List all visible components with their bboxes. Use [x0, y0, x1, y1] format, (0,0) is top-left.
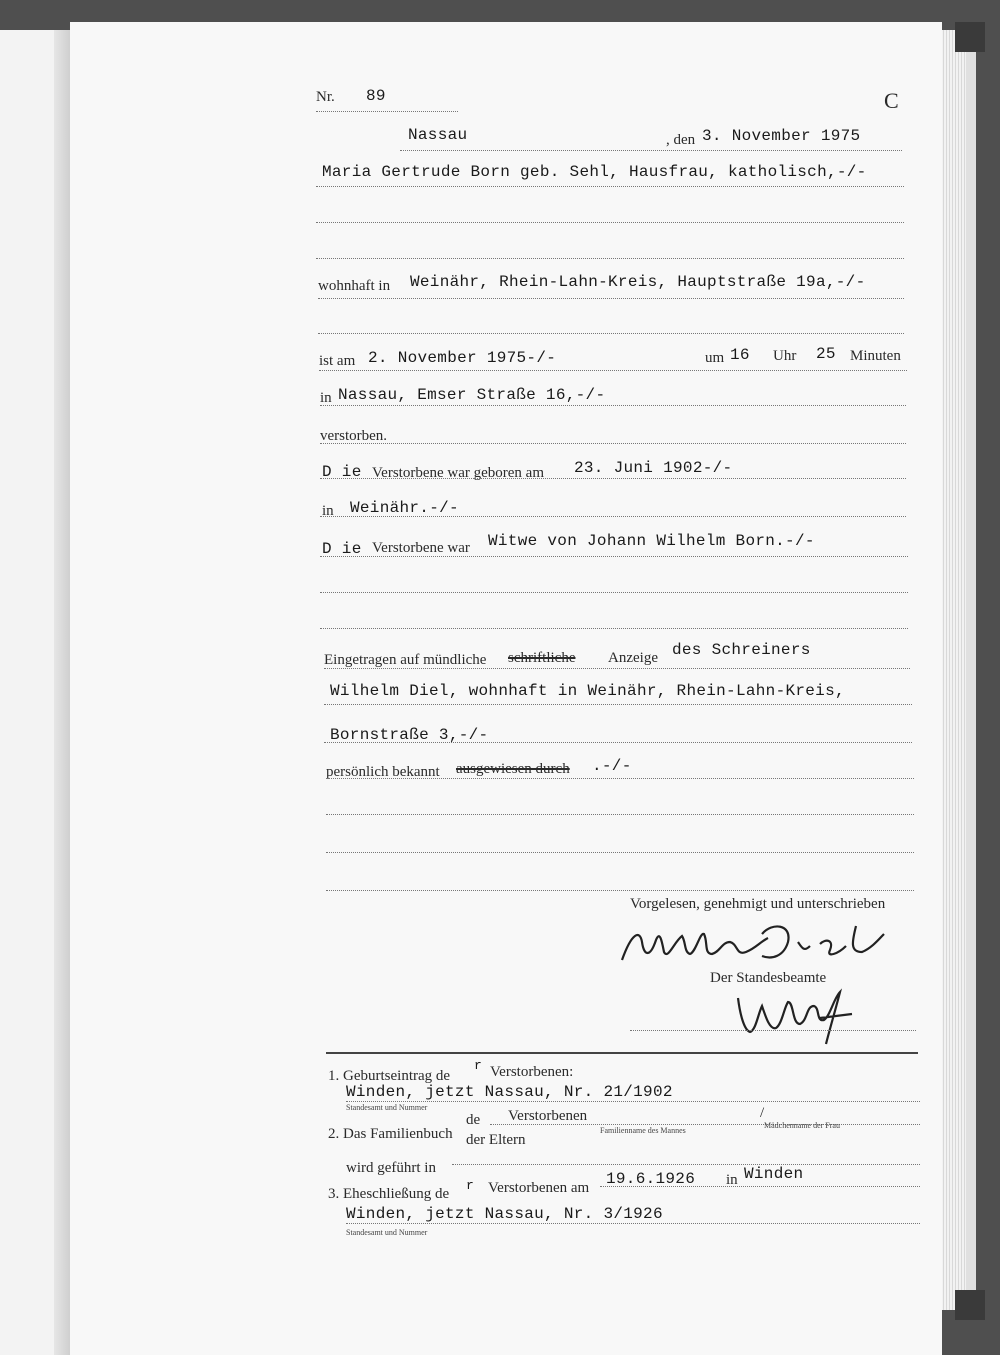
den-label: , den — [666, 132, 696, 148]
informant-line-2: Wilhelm Diel, wohnhaft in Weinähr, Rhein-Lahn-Kreis, — [330, 682, 845, 700]
residence-label: wohnhaft in — [318, 278, 391, 294]
register-letter: C — [884, 88, 899, 113]
date-value: 3. November 1975 — [702, 127, 861, 145]
verstorben-label: verstorben. — [320, 428, 388, 444]
person-line-2 — [316, 222, 904, 223]
note2-eltern: der Eltern — [466, 1132, 526, 1148]
left-page-edge — [54, 30, 70, 1355]
standesamt-caption: Standesamt und Nummer — [346, 1103, 428, 1112]
note3-date: 19.6.1926 — [606, 1170, 696, 1188]
registrar-label: Der Standesbeamte — [710, 970, 827, 986]
birth-die-typed: D ie — [322, 463, 362, 481]
note1-superscript: r — [474, 1058, 483, 1073]
note3-mid: Verstorbenen am — [488, 1180, 590, 1196]
blank-line-1 — [326, 814, 914, 815]
page-stack-edges-outer — [966, 40, 976, 1300]
gefuehrt-label: wird geführt in — [346, 1160, 436, 1176]
informant-line-1: des Schreiners — [672, 641, 811, 659]
registrar-signature — [730, 984, 860, 1048]
note2-line — [490, 1124, 920, 1125]
gefuehrt-line — [452, 1164, 920, 1165]
place-value: Nassau — [408, 126, 468, 144]
note2-de: de — [466, 1112, 481, 1128]
note3-superscript: r — [466, 1178, 475, 1193]
residence-value: Weinähr, Rhein-Lahn-Kreis, Hauptstraße 19a,-/- — [410, 273, 866, 291]
registration-label-start: Eingetragen auf mündliche — [324, 652, 487, 668]
page-stack-edges — [938, 30, 966, 1310]
minuten-label: Minuten — [850, 348, 901, 364]
standesamt-caption-2: Standesamt und Nummer — [346, 1228, 428, 1237]
birth-in-label: in — [322, 503, 334, 519]
death-place-line — [320, 405, 906, 406]
informant-line-3: Bornstraße 3,-/- — [330, 726, 489, 744]
known-line — [326, 778, 914, 779]
blank-line-3 — [326, 890, 914, 891]
note3-value: Winden, jetzt Nassau, Nr. 3/1926 — [346, 1205, 663, 1223]
note2-verstorbenen: Verstorbenen — [508, 1108, 588, 1124]
um-label: um — [705, 350, 725, 366]
binder-corner-bottom — [955, 1290, 985, 1320]
familienname-caption: Familienname des Mannes — [600, 1126, 686, 1135]
residence-line — [318, 298, 904, 299]
note1-value: Winden, jetzt Nassau, Nr. 21/1902 — [346, 1083, 673, 1101]
verstorben-line — [320, 443, 906, 444]
known-struck: ausgewiesen durch — [456, 761, 570, 777]
status-line-2 — [320, 592, 908, 593]
person-line-3 — [316, 258, 904, 259]
birth-date-line — [320, 478, 906, 479]
registration-label-end: Anzeige — [608, 650, 658, 666]
birth-place-value: Weinähr.-/- — [350, 499, 459, 517]
known-label: persönlich bekannt — [326, 764, 440, 780]
note3-date-line — [600, 1186, 920, 1187]
binder-corner-top — [955, 22, 985, 52]
registration-line-3 — [324, 742, 912, 743]
note1-line — [346, 1101, 920, 1102]
ist-am-label: ist am — [319, 353, 356, 369]
note3-place: Winden — [744, 1165, 804, 1183]
note2-label: 2. Das Familienbuch — [328, 1126, 453, 1142]
birth-label: Verstorbene war geboren am — [372, 465, 545, 481]
death-place-value: Nassau, Emser Straße 16,-/- — [338, 386, 606, 404]
known-tail: .-/- — [592, 757, 632, 775]
notes-separator — [326, 1052, 918, 1054]
note3-in: in — [726, 1172, 738, 1188]
uhr-label: Uhr — [773, 348, 797, 364]
blank-line-2 — [326, 852, 914, 853]
note2-slash: / — [760, 1105, 765, 1121]
note3-label: 3. Eheschließung de — [328, 1186, 450, 1202]
death-date-value: 2. November 1975-/- — [368, 349, 557, 367]
death-in-label: in — [320, 390, 332, 406]
death-minutes-value: 25 — [816, 345, 836, 363]
status-value: Witwe von Johann Wilhelm Born.-/- — [488, 532, 815, 550]
person-line — [316, 186, 904, 187]
status-line-3 — [320, 628, 908, 629]
person-value: Maria Gertrude Born geb. Sehl, Hausfrau, katholisch,-/- — [322, 163, 867, 181]
status-die-typed: D ie — [322, 540, 362, 558]
read-approved-label: Vorgelesen, genehmigt und unterschrieben — [630, 896, 886, 912]
death-hour-value: 16 — [730, 346, 750, 364]
place-date-line — [400, 150, 902, 151]
note1-label: 1. Geburtseintrag de — [328, 1068, 451, 1084]
nr-line — [316, 111, 458, 112]
registration-line-2 — [324, 704, 912, 705]
nr-label: Nr. — [316, 89, 335, 105]
maedchenname-caption: Mädchenname der Frau — [764, 1121, 840, 1130]
nr-value: 89 — [366, 87, 386, 105]
death-date-line — [319, 370, 907, 371]
birth-place-line — [320, 516, 906, 517]
status-label: Verstorbene war — [372, 540, 470, 556]
note3-line — [346, 1223, 920, 1224]
residence-line-2 — [318, 333, 904, 334]
status-line — [320, 556, 908, 557]
registration-line-1 — [324, 668, 910, 669]
registrar-line — [630, 1030, 916, 1031]
note1-label-end: Verstorbenen: — [490, 1064, 574, 1080]
registration-struck: schriftliche — [508, 650, 576, 666]
birth-date-value: 23. Juni 1902-/- — [574, 459, 733, 477]
